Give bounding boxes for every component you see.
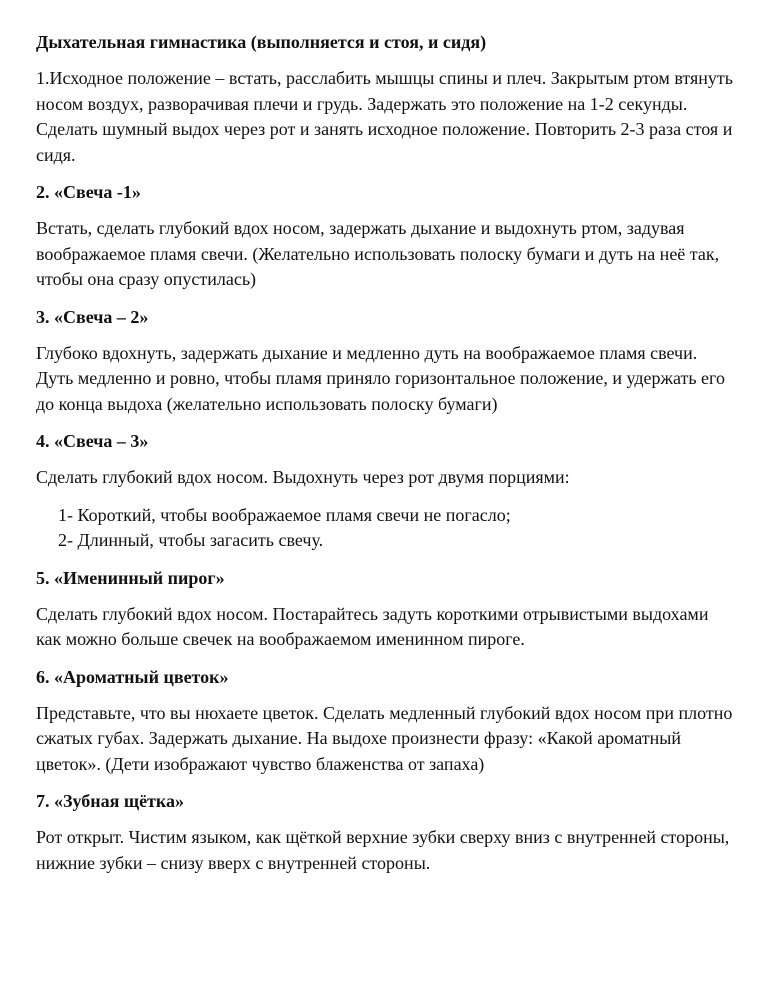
document-page	[36, 30, 736, 888]
section-heading-4: 4. «Свеча – 3»	[36, 431, 149, 451]
section-heading-7: 7. «Зубная щётка»	[36, 791, 184, 811]
section-text-5: Сделать глубокий вдох носом. Постарайтесь задуть короткими отрывистыми выдохами как можно больше свечек на воображаемом именинном пироге.	[36, 603, 709, 649]
section-text-3: Глубоко вдохнуть, задержать дыхание и медленно дуть на воображаемое пламя свечи. Дуть медленно и ровно, чтобы пламя приняло горизонтальное положение, и удержать его до конца выдоха (желательно использовать полоску бумаги)	[36, 342, 725, 414]
section-text-6: Представьте, что вы нюхаете цветок. Сделать медленный глубокий вдох носом при плотно сжатых губах. Задержать дыхание. На выдохе произнести фразу: «Какой ароматный цветок». (Дети изображают чувство блаженства от запаха)	[36, 702, 733, 774]
section-list-4	[36, 503, 736, 554]
section-text-2: Встать, сделать глубокий вдох носом, задержать дыхание и выдохнуть ртом, задувая воображаемое пламя свечи. (Желательно использовать полоску бумаги и дуть на неё так, чтобы она сразу опустилась)	[36, 218, 720, 289]
document-title: Дыхательная гимнастика (выполняется и стоя, и сидя)	[36, 32, 487, 52]
intro-paragraph: 1.Исходное положение – встать, расслабить мышцы спины и плеч. Закрытым ртом втянуть носом воздух, разворачивая плечи и грудь. Задержать это положение на 1-2 секунды. Сделать шумный выдох через рот и занять исходное положение. Повторить 2-3 раза стоя и сидя.	[36, 68, 733, 165]
list-item: 1- Короткий, чтобы воображаемое пламя свечи не погасло;	[58, 504, 511, 525]
section-heading-3: 3. «Свеча – 2»	[36, 306, 149, 327]
section-heading-6: 6. «Ароматный цветок»	[36, 666, 229, 687]
section-heading-5: 5. «Именинный пирог»	[36, 567, 225, 588]
list-item: 2- Длинный, чтобы загасить свечу.	[58, 530, 324, 550]
section-text-4: Сделать глубокий вдох носом. Выдохнуть через рот двумя порциями:	[36, 467, 570, 487]
section-heading-2: 2. «Свеча -1»	[36, 182, 141, 202]
section-text-7: Рот открыт. Чистим языком, как щёткой верхние зубки сверху вниз с внутренней стороны, нижние зубки – снизу вверх с внутренней стороны.	[36, 827, 730, 873]
